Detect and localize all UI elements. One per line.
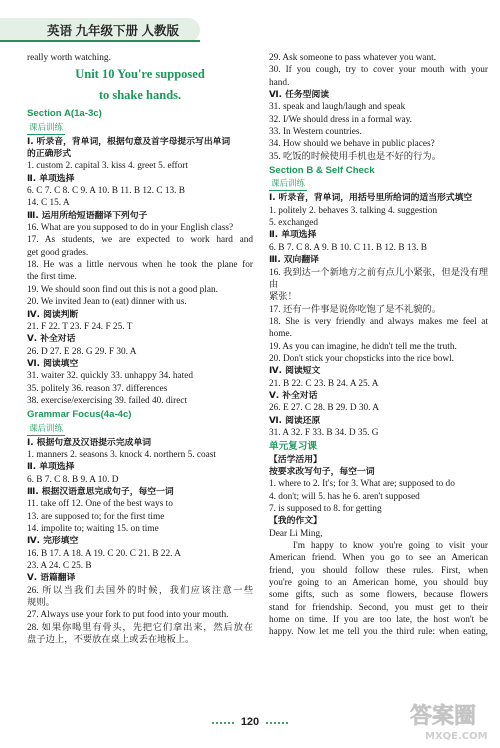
text-line: 21. B 22. C 23. B 24. A 25. A xyxy=(269,378,379,389)
text-line: home on time. If you are too late, the host won't be xyxy=(269,615,488,626)
text-line: 19. We should soon find out this is not a good plan. xyxy=(27,284,218,295)
text-line: 38. exercise/exercising 39. failed 40. direct xyxy=(27,395,188,406)
unit-title: Unit 10 You're supposed xyxy=(75,67,205,82)
text-line: 14. C 15. A xyxy=(27,198,70,209)
header-rule xyxy=(0,40,200,42)
exercise-heading: Ⅵ. 阅读还原 xyxy=(269,415,321,426)
text-line: 20. We invited Jean to (eat) dinner with us. xyxy=(27,297,187,308)
text-line: 1. manners 2. seasons 3. knock 4. northern 5. coast xyxy=(27,449,216,460)
text-line: 31. A 32. F 33. B 34. D 35. G xyxy=(269,427,379,438)
text-line: you're going to an American home, you should buy xyxy=(269,578,488,589)
text-line: some gifts, such as some flowers, because flowers xyxy=(269,590,488,601)
text-line: 7. is supposed to 8. for getting xyxy=(269,504,382,515)
text-line: 21. F 22. T 23. F 24. F 25. T xyxy=(27,321,133,332)
exercise-heading: Ⅴ. 补全对话 xyxy=(27,334,76,345)
exercise-heading: Ⅳ. 阅读短文 xyxy=(269,366,321,377)
svg-text:MXQE.COM: MXQE.COM xyxy=(425,731,488,742)
exercise-heading: Ⅳ. 阅读判断 xyxy=(27,309,79,320)
practice-tag-row xyxy=(27,422,253,437)
section-heading: 单元复习课 xyxy=(269,441,317,453)
text-line: 26. E 27. C 28. B 29. D 30. A xyxy=(269,403,380,414)
text-line: 23. A 24. C 25. B xyxy=(27,561,92,572)
text-line: 33. In Western countries. xyxy=(269,127,362,138)
text-line: friend, you should follow these rules. First, when xyxy=(269,565,488,576)
exercise-heading: Ⅲ. 运用所给短语翻译下列句子 xyxy=(27,210,148,221)
text-line: 31. speak and laugh/laugh and speak xyxy=(269,102,406,113)
text-line: home. xyxy=(269,329,292,340)
text-line: 32. I/We should dress in a formal way. xyxy=(269,114,412,125)
right-column xyxy=(269,52,488,639)
text-line: stand for friendship. Second, you must get to their xyxy=(269,602,488,613)
exercise-heading: Ⅰ. 听录音，背单词，用括号里所给词的适当形式填空 xyxy=(269,193,473,204)
text-line: 盘子边上，不要放在桌上或丢在地板上。 xyxy=(27,635,195,646)
text-line: really worth watching. xyxy=(27,53,111,63)
text-line: 1. politely 2. behaves 3. talking 4. suggestion xyxy=(269,205,438,216)
practice-tag-row xyxy=(269,177,488,192)
text-line: 30. If you cough, try to cover your mouth with your xyxy=(269,65,488,76)
text-line: get good grades. xyxy=(27,247,89,258)
text-line: 18. He was a little nervous when he took the plane for xyxy=(27,260,253,271)
text-line: American friend. When you go to see an American xyxy=(269,553,488,564)
section-heading: Section B & Self Check xyxy=(269,165,375,177)
exercise-heading: Ⅱ. 单项选择 xyxy=(27,173,75,184)
practice-tag-row xyxy=(27,121,253,136)
text-line: 19. As you can imagine, he didn't tell me the truth. xyxy=(269,341,457,352)
text-line: 29. Ask someone to pass whatever you want. xyxy=(269,53,437,63)
text-line: 1. where to 2. It's; for 3. What are; supposed to do xyxy=(269,479,455,490)
text-line: 27. Always use your fork to put food into your mouth. xyxy=(27,610,229,621)
practice-tag: 课后训练 xyxy=(29,423,64,434)
text-line: 26. 所以当我们去国外的时候，我们应该注意一些 xyxy=(27,585,253,596)
text-line: 规则。 xyxy=(27,598,55,609)
practice-tag: 课后训练 xyxy=(29,122,64,133)
text-line: 35. 吃饭的时候使用手机也是不好的行为。 xyxy=(269,151,441,162)
text-line: 11. take off 12. One of the best ways to xyxy=(27,499,173,510)
unit-title: to shake hands. xyxy=(98,88,182,103)
exercise-heading: Ⅰ. 根据句意及汉语提示完成单词 xyxy=(27,437,152,448)
page-number: 120 xyxy=(240,716,260,728)
text-line: 6. B 7. C 8. B 9. A 10. D xyxy=(27,474,119,485)
exercise-heading: Ⅱ. 单项选择 xyxy=(269,230,317,241)
text-line: the first time. xyxy=(27,272,77,283)
page-dots-left xyxy=(212,722,234,725)
svg-text:答案圈: 答案圈 xyxy=(410,704,477,729)
text-line: hand. xyxy=(269,77,290,88)
exercise-heading: Ⅵ. 任务型阅读 xyxy=(269,90,330,101)
section-heading: Section A(1a-3c) xyxy=(27,108,102,120)
text-line: 13. are supposed to; for the first time xyxy=(27,511,165,522)
exercise-heading: 的正确形式 xyxy=(27,149,71,160)
text-line: 6. C 7. C 8. C 9. A 10. B 11. B 12. C 13. B xyxy=(27,186,185,197)
exercise-heading: Ⅴ. 语篇翻译 xyxy=(27,573,76,584)
text-line: happy. Now let me tell you the third rule: when eating, xyxy=(269,627,488,638)
text-line: 16. 我到达一个新地方之前有点儿小紧张，但是没有理由 xyxy=(269,267,488,290)
exercise-heading: 按要求改写句子，每空一词 xyxy=(269,467,375,477)
text-line: 20. Don't stick your chopsticks into the rice bowl. xyxy=(269,353,455,364)
text-line: 18. She is very friendly and always makes me feel at xyxy=(269,316,488,327)
page-dots-right xyxy=(266,722,288,725)
exercise-heading: Ⅰ. 听录音，背单词，根据句意及首字母提示写出单词 xyxy=(27,136,231,147)
exercise-heading: Ⅱ. 单项选择 xyxy=(27,462,75,473)
text-line: 16. B 17. A 18. A 19. C 20. C 21. B 22. A xyxy=(27,548,181,559)
text-line: Dear Li Ming, xyxy=(269,528,323,539)
text-line: 31. waiter 32. quickly 33. unhappy 34. hated xyxy=(27,371,194,382)
exercise-heading: Ⅲ. 双向翻译 xyxy=(269,255,319,266)
watermark-logo xyxy=(405,695,500,743)
text-line: 17. As students, we are expected to work hard and xyxy=(27,235,253,246)
text-line: 16. What are you supposed to do in your English class? xyxy=(27,223,234,234)
practice-tag: 课后训练 xyxy=(271,179,306,190)
text-line: 34. How should we behave in public places? xyxy=(269,139,435,150)
exercise-heading: Ⅳ. 完形填空 xyxy=(27,536,79,547)
page-number-area xyxy=(220,712,280,734)
text-line: 4. don't; will 5. has he 6. aren't supposed xyxy=(269,491,420,502)
text-line: 1. custom 2. capital 3. kiss 4. greet 5. effort xyxy=(27,161,188,172)
left-column xyxy=(27,52,253,646)
book-title: 英语 九年级下册 人教版 xyxy=(47,24,179,38)
exercise-heading: Ⅵ. 阅读填空 xyxy=(27,358,79,369)
page-header xyxy=(0,0,500,50)
text-line: 28. 如果你喝里有骨头，先把它们拿出来，然后放在 xyxy=(27,622,253,633)
text-line: 26. D 27. E 28. G 29. F 30. A xyxy=(27,346,137,357)
text-line: 35. politely 36. reason 37. differences xyxy=(27,383,168,394)
text-line: 14. impolite to; waiting 15. on time xyxy=(27,524,159,534)
exercise-heading: Ⅲ. 根据汉语意思完成句子，每空一词 xyxy=(27,486,174,497)
exercise-heading: Ⅴ. 补全对话 xyxy=(269,390,318,401)
exercise-heading: 【我的作文】 xyxy=(269,516,322,527)
text-line: 5. exchanged xyxy=(269,218,319,229)
exercise-heading: 【活学活用】 xyxy=(269,454,322,465)
section-heading: Grammar Focus(4a-4c) xyxy=(27,409,132,421)
text-line: 17. 还有一件事是说你吃饱了是不礼貌的。 xyxy=(269,304,441,315)
text-line: 6. B 7. C 8. A 9. B 10. C 11. B 12. B 13. B xyxy=(269,242,427,253)
text-line: I'm happy to know you're going to visit your xyxy=(293,541,488,552)
text-line: 紧张！ xyxy=(269,292,297,303)
